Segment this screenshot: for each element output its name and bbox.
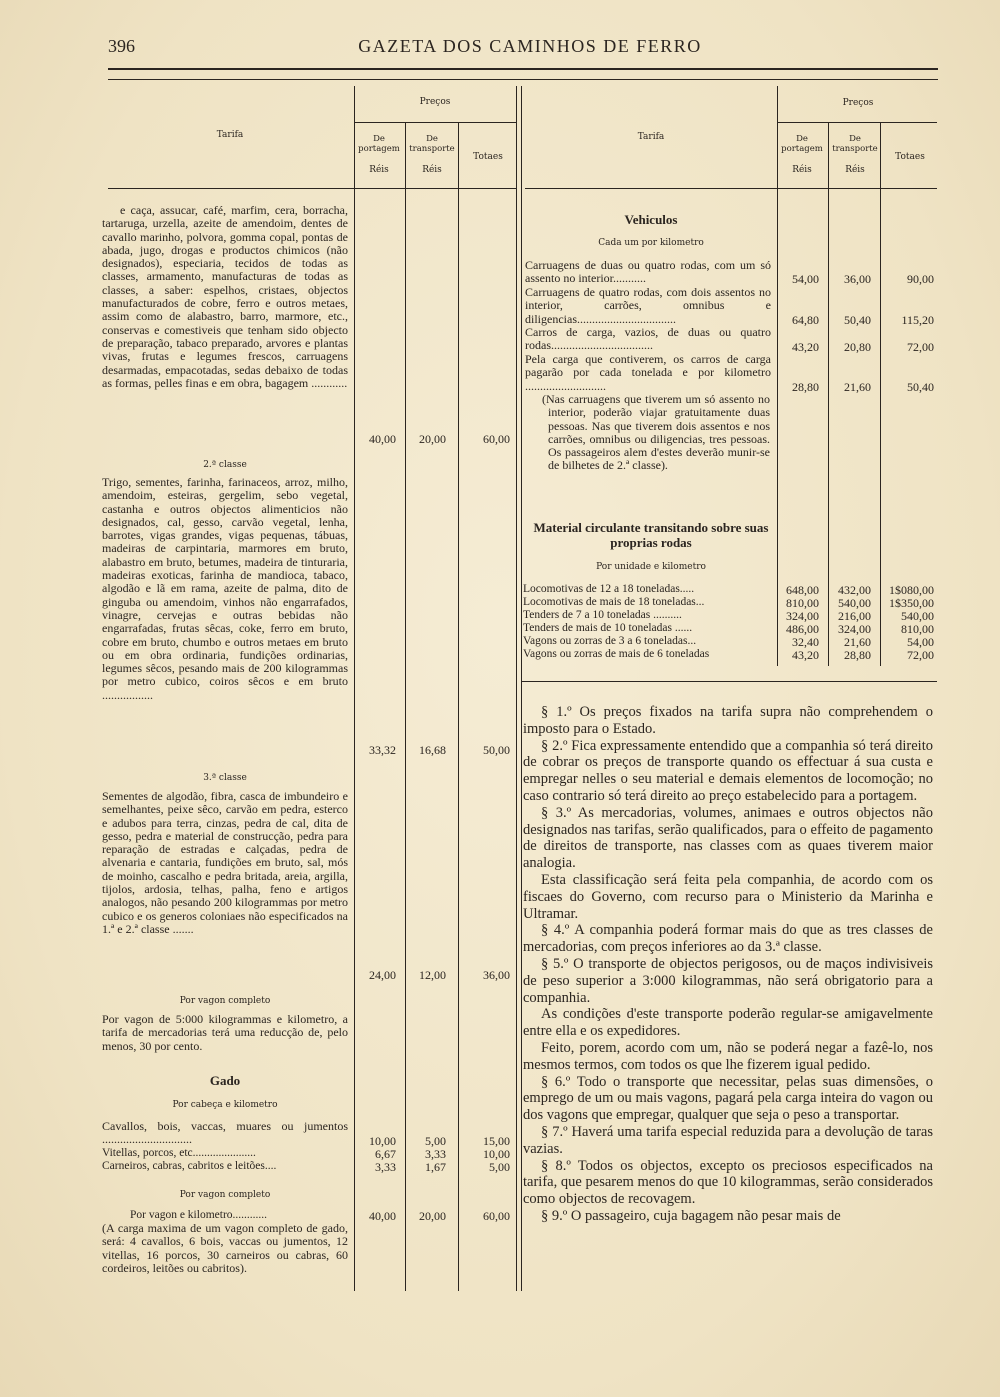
right-totaes: Totaes — [895, 152, 925, 162]
veiculos-row-1-transporte: 36,00 — [844, 272, 871, 286]
gado-row-3-total: 5,00 — [489, 1160, 510, 1174]
paragraph-3: § 3.º As mercadorias, volumes, animaes e outros objectos não designados nas tarifas, serão qualificados, para o effeito de pagamento de direitos de transporte, nas classes com as quaes tiverem maior analogia. — [523, 804, 933, 872]
gado-row-1-transporte: 5,00 — [425, 1134, 446, 1148]
veiculos-row-4-transporte: 21,60 — [844, 380, 871, 394]
paragraph-8: Feito, porem, acordo com um, não se poderá negar a fazê-lo, nos mesmos termos, com todos os que lhe fizerem igual pedido. — [523, 1039, 933, 1073]
left-block2-total: 50,00 — [483, 743, 510, 757]
veiculos-note: (Nas carruagens que tiverem um só assento no interior, poderão viajar gratuitamente duas pessoas. Nas que tiverem dois assentos e nos carrões, omnibus ou diligencias, tres pessoas. Os passageiros alem d'estes deverão munir-se de bilhetes de 2.ª classe). — [542, 392, 770, 473]
left-block3-portagem: 24,00 — [369, 968, 396, 982]
gado-vagon-total: 60,00 — [483, 1209, 510, 1223]
material-row-3-portagem: 324,00 — [786, 609, 819, 623]
veiculos-row-1-label: Carruagens de duas ou quatro rodas, com um só assento no interior........... — [525, 258, 771, 286]
veiculos-row-2-transporte: 50,40 — [844, 313, 871, 327]
material-row-4-total: 810,00 — [901, 622, 934, 636]
left-block2-transporte: 16,68 — [419, 743, 446, 757]
right-col-line-1 — [777, 86, 778, 666]
paragraph-12: § 9.º O passageiro, cuja bagagem não pesar mais de — [541, 1207, 841, 1224]
paragraph-1: § 1.º Os preços fixados na tarifa supra não comprehendem o imposto para o Estado. — [523, 704, 933, 737]
material-row-3-transporte: 216,00 — [838, 609, 871, 623]
left-reis-2: Réis — [422, 165, 442, 175]
material-row-1-portagem: 648,00 — [786, 583, 819, 597]
left-col-line-3 — [458, 122, 459, 1291]
left-col-line-4 — [516, 86, 517, 1291]
right-reis-1: Réis — [792, 165, 812, 175]
material-row-5-label: Vagons ou zorras de 3 a 6 toneladas... — [523, 635, 697, 647]
veiculos-row-1-portagem: 54,00 — [792, 272, 819, 286]
material-row-2-portagem: 810,00 — [786, 596, 819, 610]
material-row-1-transporte: 432,00 — [838, 583, 871, 597]
material-row-2-total: 1$350,00 — [889, 596, 934, 610]
left-header-rule — [108, 188, 516, 189]
left-block3-transporte: 12,00 — [419, 968, 446, 982]
veiculos-row-4-total: 50,40 — [907, 380, 934, 394]
right-paragraphs — [523, 704, 933, 1225]
material-title: Material circulante transitando sobre suas proprias rodas — [533, 520, 769, 550]
paragraph-4: Esta classificação será feita pela companhia, de acordo com os fiscaes do Governo, com recurso para o Ministerio da Marinha e Ultramar. — [523, 871, 933, 922]
veiculos-row-1-total: 90,00 — [907, 272, 934, 286]
page-number: 396 — [108, 36, 135, 56]
right-precos-header: Preços — [842, 98, 874, 108]
material-row-6-label: Vagons ou zorras de mais de 6 toneladas — [523, 648, 710, 660]
material-row-5-portagem: 32,40 — [792, 635, 819, 649]
left-block2-portagem: 33,32 — [369, 743, 396, 757]
center-divider — [521, 86, 522, 1291]
gado-vagon-portagem: 40,00 — [369, 1209, 396, 1223]
left-block3-text: Sementes de algodão, fibra, casca de imbundeiro e semelhantes, peixe sêco, carvão em pedra, esterco e adubos para terra, cinzas, pedra de cal, dita de gesso, pedra e material de construcção, pedra para reparação de estradas e calçadas, pedra de alvenaria e cantaria, fundições em bruto, sal, mós de moinho, cascalho e pedra britada, areia, argilla, tijolos, ardosia, telhas, palha, feno e artigos analogos, não pesando 200 kilogrammas por metro cubico e os generos coloniaes não especificados na 1.ª e 2.ª classe ....... — [102, 789, 348, 936]
veiculos-row-3-total: 72,00 — [907, 340, 934, 354]
material-row-6-transporte: 28,80 — [844, 648, 871, 662]
material-row-1-label: Locomotivas de 12 a 18 toneladas..... — [523, 583, 695, 595]
gado-vagon-transporte: 20,00 — [419, 1209, 446, 1223]
material-sub: Por unidade e kilometro — [596, 562, 706, 572]
material-row-3-label: Tenders de 7 a 10 toneladas .......... — [523, 609, 682, 621]
right-table-bottom-rule — [522, 681, 937, 682]
gado-vagon-label: Por vagon e kilometro............ — [130, 1209, 268, 1221]
veiculos-row-2-portagem: 64,80 — [792, 313, 819, 327]
left-block2-text: Trigo, sementes, farinha, farinaceos, arroz, milho, amendoim, esteiras, gergelim, sebo vegetal, castanha e outros objectos alimenticios não designados, cal, gesso, carvão vegetal, lenha, barrotes, vigas grandes, vigas pequenas, tábuas, madeiras de carpintaria, marmores em bruto, alabastro em bruto, betumes, madeira de tinturaria, madeiras exoticas, farinha de mandioca, tabaco, algodão e lã em rama, azeite de palma, dito de ginguba ou amendoim, vinhos não engarrafados, vinagre, cervejas e outras bebidas não engarrafadas, frutas sêcas, coke, ferro em bruto, cobre em bruto, chumbo e outros metaes em bruto ou em obra ordinaria, fundições ordinarias, legumes sêcos, pesando mais de 200 kilogrammas por metro cubico, coiros sêcos e em bruto ................. — [102, 475, 348, 702]
material-row-4-transporte: 324,00 — [838, 622, 871, 636]
left-gado-title: Gado — [209, 1073, 241, 1088]
material-row-2-transporte: 540,00 — [838, 596, 871, 610]
right-de-transporte: De transporte — [832, 134, 878, 154]
gado-row-1-total: 15,00 — [483, 1134, 510, 1148]
veiculos-sub: Cada um por kilometro — [598, 238, 704, 248]
gado-row-3-portagem: 3,33 — [375, 1160, 396, 1174]
material-row-2-label: Locomotivas de mais de 18 toneladas... — [523, 596, 705, 608]
left-block1-portagem: 40,00 — [369, 432, 396, 446]
material-row-3-total: 540,00 — [901, 609, 934, 623]
veiculos-row-2-total: 115,20 — [901, 313, 934, 327]
left-class2-title: 2.ª classe — [203, 460, 247, 470]
left-vagon-text: Por vagon de 5:000 kilogrammas e kilometro, a tarifa de mercadorias terá uma reducção de, pelo menos, 30 por cento. — [102, 1012, 348, 1053]
paragraph-7: As condições d'este transporte poderão regular-se amigavelmente entre ella e os expedidores. — [523, 1006, 933, 1040]
material-row-5-transporte: 21,60 — [844, 635, 871, 649]
left-class3-title: 3.ª classe — [203, 773, 247, 783]
left-precos-rule — [354, 122, 516, 123]
gado-row-1-label: Cavallos, bois, vaccas, muares ou jumentos .............................. — [102, 1119, 348, 1147]
paragraph-10: § 7.º Haverá uma tarifa especial reduzida para a devolução de taras vazias. — [523, 1123, 933, 1157]
veiculos-row-4-label: Pela carga que contiverem, os carros de carga pagarão por cada tonelada e por kilometro ........................... — [525, 352, 771, 393]
gado-row-2-transporte: 3,33 — [425, 1147, 446, 1161]
left-totaes: Totaes — [473, 152, 503, 162]
paragraph-9: § 6.º Todo o transporte que necessitar, pelas suas dimensões, o emprego de um ou mais vagons, pagará pela carga inteira do vagon ou dos vagons que empregar, qualquer que seja o peso a transportar. — [523, 1073, 933, 1124]
gado-row-3-label: Carneiros, cabras, cabritos e leitões.... — [102, 1160, 277, 1172]
gado-vagon-note: (A carga maxima de um vagon completo de gado, será: 4 cavallos, 6 bois, vaccas ou jumentos, 12 vitellas, 16 porcos, 30 carneiros ou cabras, 60 cordeiros, leitões ou cabritos). — [102, 1221, 348, 1275]
left-vagon-title: Por vagon completo — [179, 996, 271, 1006]
left-tarifa-header: Tarifa — [216, 130, 244, 140]
left-block1-transporte: 20,00 — [419, 432, 446, 446]
gado-row-2-portagem: 6,67 — [375, 1147, 396, 1161]
paragraph-2: § 2.º Fica expressamente entendido que a companhia só terá direito de cobrar os preços de transporte quando os effectuar á sua custa e empregar nelles o seu material e demais elementos de locomoção; no caso contrario só terá direito ao preço estabelecido para a portagem. — [523, 737, 933, 804]
paragraph-11: § 8.º Todos os objectos, excepto os preciosos especificados na tarifa, que pesarem menos do que 10 kilogrammas, serão considerados como objectos de recovagem. — [523, 1157, 933, 1208]
veiculos-title: Vehiculos — [624, 212, 678, 227]
left-col-line-2 — [405, 122, 406, 1291]
material-row-4-label: Tenders de mais de 10 toneladas ...... — [523, 622, 693, 634]
material-row-5-total: 54,00 — [907, 635, 934, 649]
right-reis-2: Réis — [845, 165, 865, 175]
material-row-1-total: 1$080,00 — [889, 583, 934, 597]
veiculos-row-3-label: Carros de carga, vazios, de duas ou quatro rodas.................................. — [525, 325, 771, 353]
right-header-rule — [525, 188, 937, 189]
paragraph-6: § 5.º O transporte de objectos perigosos, ou de maços indivisiveis de peso superior a 3:000 kilogrammas, não será obrigatorio para a companhia. — [523, 955, 933, 1006]
left-de-transporte: De transporte — [409, 134, 455, 154]
right-tarifa-header: Tarifa — [637, 132, 665, 142]
top-rule-thin — [108, 79, 938, 80]
right-precos-rule — [777, 122, 937, 123]
left-gado-vagon-title: Por vagon completo — [179, 1190, 271, 1200]
material-row-6-total: 72,00 — [907, 648, 934, 662]
gado-row-2-total: 10,00 — [483, 1147, 510, 1161]
left-col-line-1 — [354, 86, 355, 1291]
right-de-portagem: De portagem — [781, 134, 823, 154]
left-reis-1: Réis — [369, 165, 389, 175]
left-precos-header: Preços — [419, 97, 451, 107]
left-de-portagem: De portagem — [358, 134, 400, 154]
gado-row-1-portagem: 10,00 — [369, 1134, 396, 1148]
veiculos-row-3-transporte: 20,80 — [844, 340, 871, 354]
material-row-6-portagem: 43,20 — [792, 648, 819, 662]
veiculos-row-4-portagem: 28,80 — [792, 380, 819, 394]
left-gado-sub: Por cabeça e kilometro — [172, 1100, 278, 1110]
left-block1-text: e caça, assucar, café, marfim, cera, borracha, tartaruga, urzella, azeite de amendoim, dentes de cavallo marinho, polvora, gomma copal, pontas de abada, jugo, drogas e productos chimicos (não designados), especiaria, tecidos de todas as classes, armamento, manufacturas de todas as classes, a saber: espelhos, cristaes, objectos manufacturados de cobre, ferro e outros metaes, assim como de alabastro, barro, marmore, etc., conservas e comestiveis que tenham sido objecto de preparação, tabaco preparado, arvores e plantas vivas, frutas e legumes frescos, carruagens desarmadas, empacotadas, sedas debaixo de todas as formas, pelles finas e em obra, bagagem ............ — [102, 203, 348, 390]
veiculos-row-2-label: Carruagens de quatro rodas, com dois assentos no interior, carrões, omnibus e diligencias................................. — [525, 285, 771, 326]
gado-row-2-label: Vitellas, porcos, etc...................... — [102, 1147, 256, 1159]
journal-title: GAZETA DOS CAMINHOS DE FERRO — [358, 36, 702, 56]
veiculos-row-3-portagem: 43,20 — [792, 340, 819, 354]
top-rule — [108, 68, 938, 70]
paragraph-5: § 4.º A companhia poderá formar mais do que as tres classes de mercadorias, com preços inferiores ao da 3.ª classe. — [523, 922, 933, 956]
left-block3-total: 36,00 — [483, 968, 510, 982]
material-row-4-portagem: 486,00 — [786, 622, 819, 636]
left-block1-total: 60,00 — [483, 432, 510, 446]
gado-row-3-transporte: 1,67 — [425, 1160, 446, 1174]
right-col-line-2 — [828, 122, 829, 666]
